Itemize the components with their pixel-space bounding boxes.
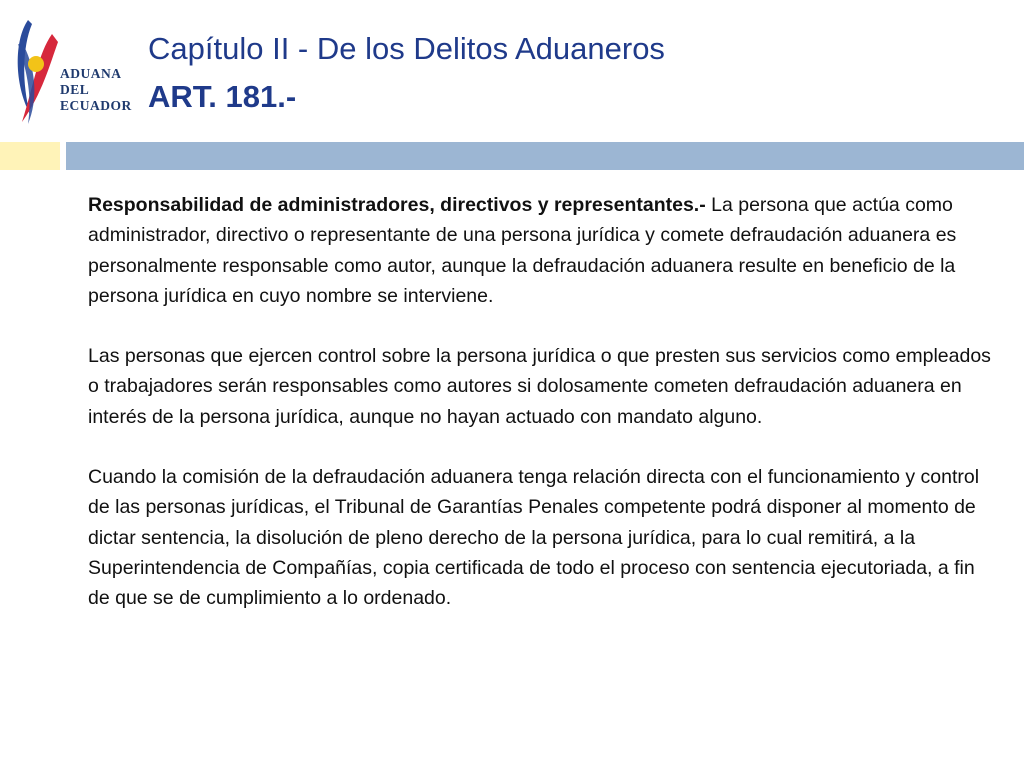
paragraph-2: Las personas que ejercen control sobre la persona jurídica o que presten sus servicios como empleados o trabajadores serán responsables como autores si dolosamente cometen defraudación aduanera en interés de la persona jurídica, aunque no hayan actuado con mandato alguno. — [88, 345, 991, 428]
logo-line-3: ECUADOR — [60, 98, 132, 113]
aduana-emblem-icon — [8, 14, 68, 130]
paragraph-1 — [88, 190, 993, 311]
slide-title: Capítulo II - De los Delitos Aduaneros — [148, 31, 665, 66]
paragraph-1-heading: Responsabilidad de administradores, directivos y representantes.- — [88, 194, 706, 216]
paragraph-3: Cuando la comisión de la defraudación aduanera tenga relación directa con el funcionamiento y control de las personas jurídicas, el Tribunal de Garantías Penales competente podrá disponer al momento de dictar sentencia, la disolución de pleno derecho de la persona jurídica, para lo cual remitirá, a la Superintendencia de Compañías, copia certificada de todo el proceso con sentencia ejecutoriada, a fin de que se de cumplimiento a lo ordenado. — [88, 466, 980, 610]
slide-subtitle: ART. 181.- — [148, 79, 297, 114]
logo-wordmark — [60, 66, 132, 114]
logo-line-2: DEL — [60, 82, 90, 97]
article-body — [88, 190, 993, 644]
header-divider-bar — [66, 142, 1024, 170]
header-accent-yellow — [0, 142, 60, 170]
aduana-logo — [8, 14, 138, 130]
logo-line-1: ADUANA — [60, 66, 122, 81]
paragraph-1-text: La persona que actúa como administrador, directivo o representante de una persona jurídica y comete defraudación aduanera es personalmente responsable como autor, aunque la defraudación aduanera resulte en beneficio de la persona jurídica en cuyo nombre se interviene. — [88, 194, 957, 307]
